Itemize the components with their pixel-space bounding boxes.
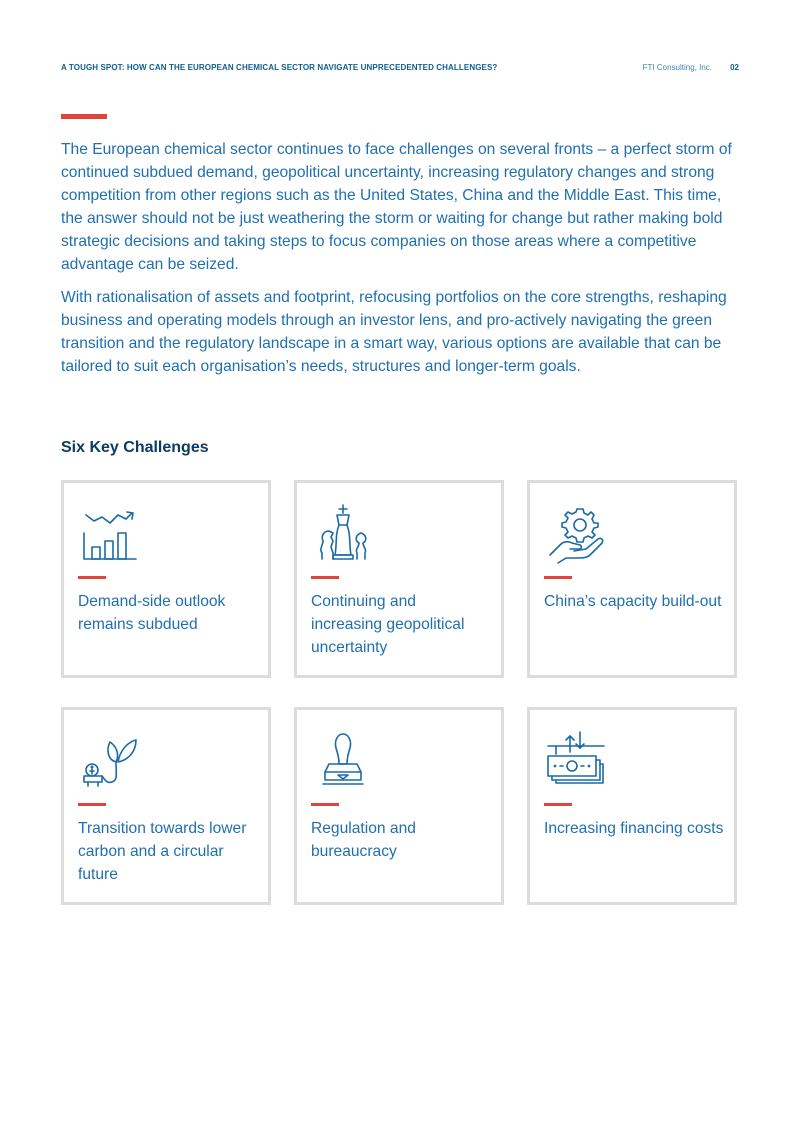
accent-bar	[61, 114, 107, 119]
plant-plug-icon	[80, 730, 140, 792]
challenge-label: Transition towards lower carbon and a circular future	[78, 820, 247, 883]
card-accent-line	[78, 576, 106, 579]
challenge-card-geopolitics	[294, 480, 504, 678]
page-number: 02	[730, 63, 739, 72]
card-accent-line	[544, 576, 572, 579]
header-title: A TOUGH SPOT: HOW CAN THE EUROPEAN CHEMICAL SECTOR NAVIGATE UNPRECEDENTED CHALLENGES?	[61, 63, 498, 72]
challenge-card-financing	[527, 707, 737, 905]
card-accent-line	[78, 803, 106, 806]
challenge-label: Increasing financing costs	[544, 820, 724, 837]
gear-in-hand-icon	[546, 503, 606, 565]
challenge-card-china	[527, 480, 737, 678]
declining-chart-icon	[80, 503, 140, 565]
intro-paragraph-2: With rationalisation of assets and footprint, refocusing portfolios on the core strengths, reshaping business and operating models through an investor lens, and pro-actively navigating the green transition and the regulatory landscape in a smart way, various options are available that can be tailored to suit each organisation’s needs, structures and longer-term goals.	[61, 289, 727, 375]
chess-pieces-icon	[313, 503, 373, 565]
card-accent-line	[311, 803, 339, 806]
challenge-label: Continuing and increasing geopolitical uncertainty	[311, 593, 465, 656]
rubber-stamp-icon	[313, 730, 373, 792]
challenge-card-demand	[61, 480, 271, 678]
intro-text	[61, 138, 745, 388]
card-accent-line	[311, 576, 339, 579]
page-header	[61, 61, 739, 75]
challenge-label: China’s capacity build-out	[544, 593, 722, 610]
challenge-card-transition	[61, 707, 271, 905]
challenge-card-regulation	[294, 707, 504, 905]
challenge-label: Demand-side outlook remains subdued	[78, 593, 226, 633]
section-title: Six Key Challenges	[61, 439, 209, 456]
header-company: FTI Consulting, Inc.	[642, 63, 712, 72]
challenge-label: Regulation and bureaucracy	[311, 820, 416, 860]
intro-paragraph-1: The European chemical sector continues to face challenges on several fronts – a perfect storm of continued subdued demand, geopolitical uncertainty, increasing regulatory changes and strong competition from other regions such as the United States, China and the Middle East. This time, the answer should not be just weathering the storm or waiting for change but rather making bold strategic decisions and taking steps to focus companies on those areas where a competitive advantage can be seized.	[61, 141, 732, 273]
card-accent-line	[544, 803, 572, 806]
banknotes-arrows-icon	[546, 730, 606, 792]
